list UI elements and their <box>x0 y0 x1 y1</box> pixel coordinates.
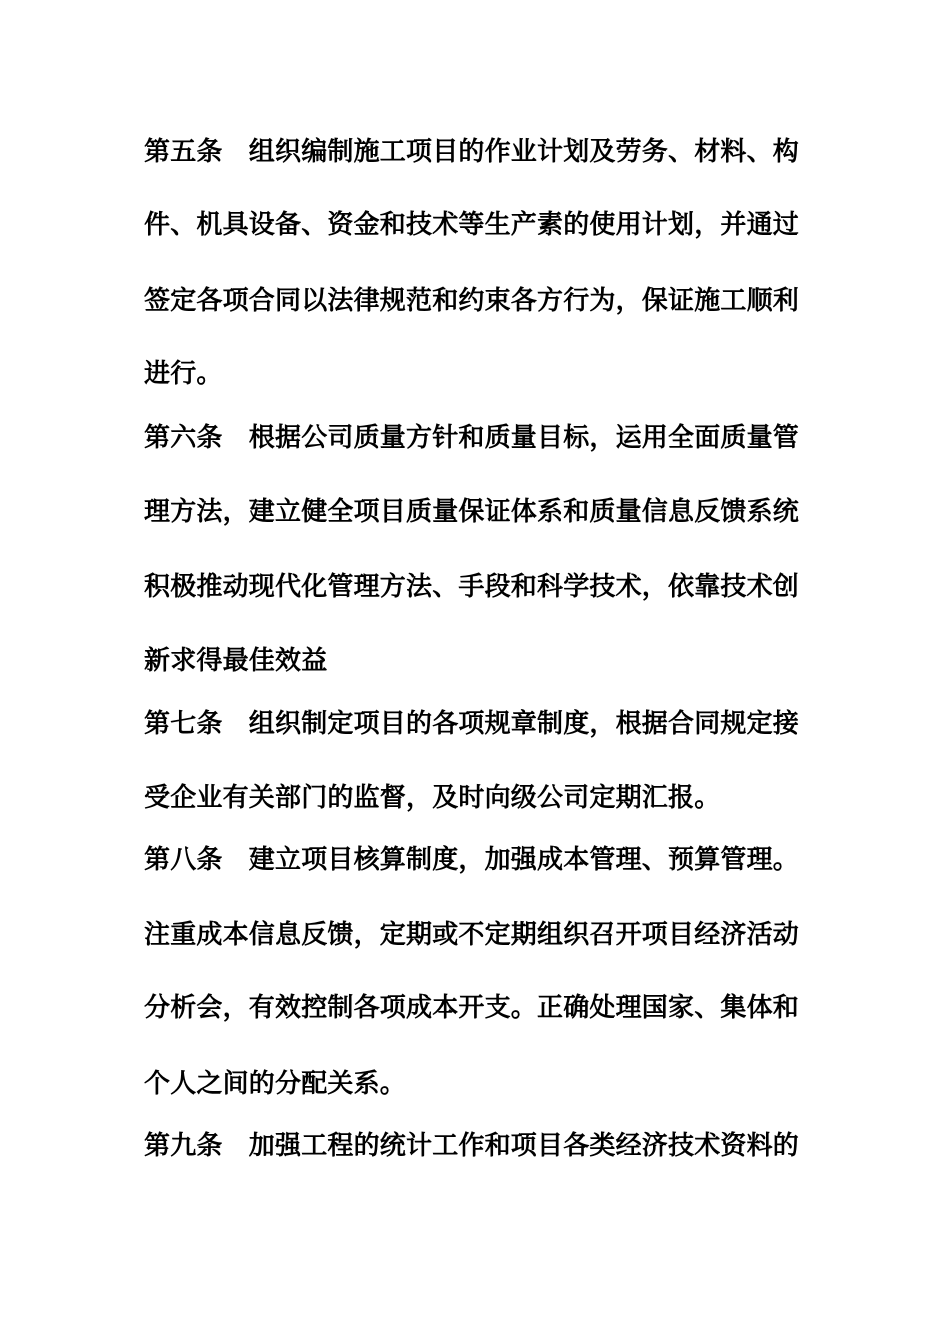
article-8-line-4: 个人之间的分配关系。 <box>144 1069 407 1099</box>
article-5-line-1: 第五条 组织编制施工项目的作业计划及劳务、材料、构 <box>144 137 800 167</box>
article-5-line-4: 进行。 <box>144 359 223 389</box>
article-6-line-3: 积极推动现代化管理方法、手段和科学技术，依靠技术创 <box>144 572 800 602</box>
article-7-line-2: 受企业有关部门的监督，及时向级公司定期汇报。 <box>144 783 721 813</box>
article-5-line-3: 签定各项合同以法律规范和约束各方行为，保证施工顺利 <box>144 286 800 316</box>
article-6-line-1: 第六条 根据公司质量方针和质量目标，运用全面质量管 <box>144 423 800 453</box>
article-8-line-1: 第八条 建立项目核算制度，加强成本管理、预算管理。 <box>144 845 800 875</box>
article-5-line-2: 件、机具设备、资金和技术等生产素的使用计划，并通过 <box>144 210 800 240</box>
article-8-line-3: 分析会，有效控制各项成本开支。正确处理国家、集体和 <box>144 993 800 1023</box>
article-8-line-2: 注重成本信息反馈，定期或不定期组织召开项目经济活动 <box>144 920 800 950</box>
article-6-line-2: 理方法，建立健全项目质量保证体系和质量信息反馈系统 <box>144 497 800 527</box>
article-7-line-1: 第七条 组织制定项目的各项规章制度，根据合同规定接 <box>144 709 800 739</box>
article-6-line-4: 新求得最佳效益 <box>144 646 328 676</box>
article-9-line-1: 第九条 加强工程的统计工作和项目各类经济技术资料的 <box>144 1131 800 1161</box>
